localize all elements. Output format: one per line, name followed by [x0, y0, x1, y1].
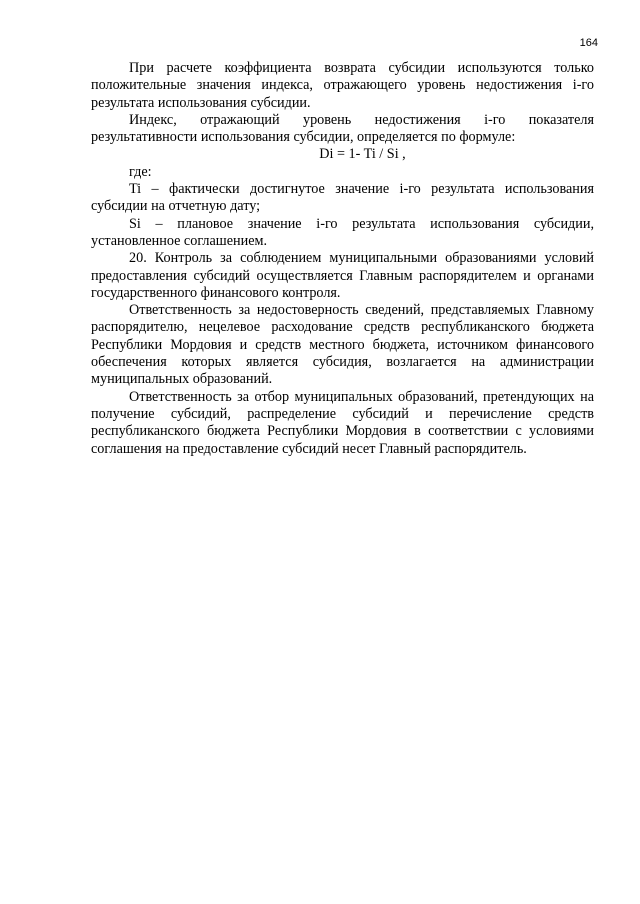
- paragraph-where: где:: [129, 163, 152, 180]
- paragraph-control: 20. Контроль за соблюдением муниципальными образованиями условий предоставления субсидий осуществляется Главным распорядителем и органами государственного финансового контроля.: [91, 250, 594, 301]
- page-number: 164: [579, 37, 598, 49]
- formula: Di = 1- Ti / Si ,: [319, 146, 406, 163]
- paragraph-responsibility-selection: Ответственность за отбор муниципальных образований, претендующих на получение субсидий, распределение субсидий и перечисление средств республиканского бюджета Республики Мордовия в соответствии с условиями соглашения на предоставление субсидий несет Главный распорядитель.: [91, 388, 594, 457]
- paragraph-responsibility-reliability: Ответственность за недостоверность сведений, представляемых Главному распорядителю, нецелевое расходование средств республиканского бюджета Республики Мордовия и средств местного бюджета, источником финансового обеспечения которых является субсидия, возлагается на администрации муниципальных образований.: [91, 302, 594, 388]
- paragraph-si-definition: Si – плановое значение i-го результата использования субсидии, установленное соглашением.: [91, 215, 594, 249]
- paragraph-ti-definition: Ti – фактически достигнутое значение i-го результата использования субсидии на отчетную дату;: [91, 181, 594, 215]
- document-body: [91, 60, 594, 458]
- paragraph-index-definition: Индекс, отражающий уровень недостижения i-го показателя результативности использования субсидии, определяется по формуле:: [91, 111, 594, 146]
- paragraph-subsidy-return-coefficient: При расчете коэффициента возврата субсидии используются только положительные значения индекса, отражающего уровень недостижения i-го результата использования субсидии.: [91, 60, 594, 111]
